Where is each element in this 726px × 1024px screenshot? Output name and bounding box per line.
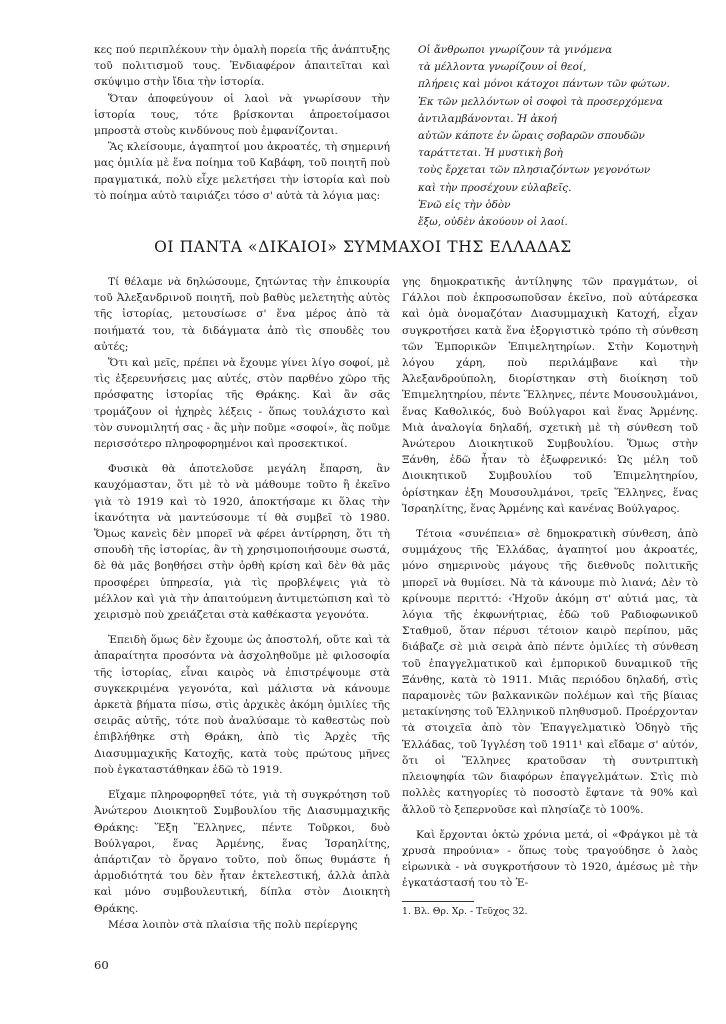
poem-line: ταράττεται. Ἡ μυστικὴ βοὴ	[418, 147, 563, 160]
poem-line: Οἱ ἄνθρωποι γνωρίζουν τὰ γινόμενα	[418, 44, 613, 56]
body-paragraph: Ἐπειδὴ ὅμως δὲν ἔχουμε ὡς ἀποστολή, οὔτε καὶ τὰ ἀπαραίτητα προσόντα νὰ ἀσχοληθοῦμε μὲ φιλοσοφία τῆς ἱστορίας, εἶναι καιρὸς νὰ ἐπιστρέψουμε στὰ συγκεκριμένα γεγονότα, καὶ μάλιστα νὰ κάνουμε ἀρκετὰ βήματα πίσω, στὶς ἀρχικὲς ἀκόμη ὁμιλίες τῆς σειρᾶς αὐτῆς, τότε ποὺ ἀναλύσαμε τὸ καθεστὼς ποὺ ἐπιβλήθηκε στὴ Θράκη, ἀπὸ τὶς Ἀρχὲς τῆς Διασυμμαχικῆς Κατοχῆς, κατὰ τοὺς πρώτους μῆνες ποὺ ἐγκαταστάθηκαν ἐδῶ τὸ 1919.	[94, 634, 390, 776]
poem-line: τὰ μέλλοντα γνωρίζουν οἱ θεοί,	[418, 61, 587, 74]
intro-paragraph-2: Ὅταν ἀποφεύγουν οἱ λαοὶ νὰ γνωρίσουν τὴν ἱστορία τους, τότε βρίσκονται ἀπροετοίμασοι μπροστὰ στοὺς κινδύνους ποὺ ἐμφανίζονται.	[94, 92, 390, 138]
body-paragraph: Φυσικὰ θὰ ἀποτελοῦσε μεγάλη ἔπαρση, ἂν καυχόμασταν, ὅτι μὲ τὸ νὰ μάθουμε τοῦτο ἢ ἐκεῖνο γιὰ τὸ 1919 καὶ τὸ 1920, ἀποκτήσαμε κι ὅλας τὴν ἱκανότητα νὰ μαντεύσουμε τί θὰ συμβεῖ τὸ 1980. Ὅμως κανεὶς δὲν μπορεῖ νὰ φέρει ἀντίρρηση, ὅτι τὴ σπουδὴ τῆς ἱστορίας, ἂν τὴ χρησιμοποιήσουμε σωστά, δὲ θὰ μᾶς βοηθήσει στὴν ὀρθὴ κρίση καὶ δὲν θὰ μᾶς προσφέρει ὑπηρεσία, γιὰ τὶς προβλέψεις γιὰ τὸ μέλλον καὶ γιὰ τὴν ἀπαιτούμενη ἀντιμετώπιση καὶ τὸ χειρισμὸ ποὺ χρειάζεται στὰ καθέκαστα γεγονότα.	[94, 463, 390, 622]
body-paragraph: γης δημοκρατικῆς ἀντίληψης τῶν πραγμάτων, οἱ Γάλλοι ποὺ ἐκπροσωποῦσαν ἐκεῖνο, ποὺ αὐτάρεσκα καὶ ὁμὰ ὀνομαζόταν Διασυμμαχικὴ Κατοχή, εἶχαν συγκροτήσει κατὰ ἕνα ἐξοργιστικὸ τρόπο τὴ σύνθεση τῶν Ἐμπορικῶν Ἐπιμελητηρίων. Στὴν Κομοτηνὴ λόγου χάρη, ποὺ περιλάμβανε καὶ τὴν Ἀλεξανδρούπολη, διορίστηκαν στὴ διοίκηση τοῦ Ἐπιμελητηρίου, πέντε Ἕλληνες, πέντε Μουσουλμάνοι, ἕνας Καθολικός, δυὸ Βούλγαροι καὶ ἕνας Ἀρμένης. Μιὰ ἀναλογία δηλαδή, σχετικὴ μὲ τὴ σύνθεση τοῦ Ἀνώτερου Διοικητικοῦ Συμβουλίου. Ὅμως στὴν Ξάνθη, ἐδῶ ἦταν τὸ ἐξωφρενικό: Ὡς μέλη τοῦ Διοικητικοῦ Συμβουλίου τοῦ Ἐπιμελητηρίου, ὁρίστηκαν ἑξη Μουσουλμάνοι, τρεῖς Ἕλληνες, ἕνας Ἰσραηλίτης, ἕνας Ἀρμένης καὶ κανένας Βούλγαρος.	[402, 276, 698, 515]
body-paragraph: Τέτοια «συνέπεια» σὲ δημοκρατικὴ σύνθεση, ἀπὸ συμμάχους τῆς Ἑλλάδας, ἀγαπητοί μου ἀκροατές, μόνο σημερινοὺς μάγους τῆς διεθνοῦς πολιτικῆς μπορεῖ νὰ θυμίσει. Νὰ τὰ κάνουμε πιὸ λιανά; Δὲν τὸ κρίνουμε περιττό: ‹Ἠχοῦν ἀκόμη στ' αὐτιά μας, τὰ λόγια τῆς ἐκφωνήτριας, ἐδῶ τοῦ Ραδιοφωνικοῦ Σταθμοῦ, ὅταν πέρυσι τέτοιον καιρὸ περίπου, μᾶς διάβαζε σὲ μιὰ σειρὰ ἀπὸ πέντε ὁμιλίες τὴ σύνθεση τοῦ ἐπαγγελματικοῦ καὶ ἐμπορικοῦ δυναμικοῦ τῆς Ξάνθης, κατὰ τὸ 1911. Μιᾶς περιόδου δηλαδή, στὶς παραμονὲς τῶν βαλκανικῶν πολέμων καὶ τῆς βίαιας μετακίνησης τοῦ Ἑλληνικοῦ πληθυσμοῦ. Προέρχονταν τὰ στοιχεῖα ἀπὸ τὸν Ἐπαγγελματικὸ Ὁδηγὸ τῆς Ἑλλάδας, τοῦ Ἰγγλέση τοῦ 1911¹ καὶ εἴδαμε σ' αὐτόν, ὅτι οἱ Ἕλληνες κρατοῦσαν τὴ συντριπτικὴ πλειοψηφία τῶν διαφόρων ἐπαγγελμάτων. Στὶς πιὸ πολλὲς κατηγορίες τὸ ποσοστὸ ἔφτανε τὰ 90% καὶ ἄλλοῦ τὸ ξεπερνοῦσε καὶ πλησίαζε τὸ 100%.	[402, 528, 698, 816]
body-paragraph: Καὶ ἔρχονται ὀκτὼ χρόνια μετά, οἱ «Φράγκοι μὲ τὰ χρυσὰ πηρούνια» - ὅπως τοὺς τραγούδησε ὁ λαὸς εἰρωνικὰ - νὰ συγκροτήσουν τὸ 1920, ἀμέσως μὲ τὴν ἐγκατάστασή του τὸ Ἐ-	[402, 828, 698, 890]
poem-line: Ἐνῶ εἰς τὴν ὁδὸν	[418, 198, 511, 211]
body-paragraph: Τί θέλαμε νὰ δηλώσουμε, ζητώντας τὴν ἐπικουρία τοῦ Ἀλεξανδρινοῦ ποιητῆ, ποὺ βαθὺς μελετητὴς αὐτὸς τῆς ἱστορίας, μετουσίωσε σ' ἕνα μέρος ἀπὸ τὰ ποιήματά του, τὰ διδάγματα ἀπὸ τὶς σπουδὲς του αὐτές;	[94, 276, 390, 353]
poem-line: πλήρεις καὶ μόνοι κάτοχοι πάντων τῶν φώτων.	[418, 78, 670, 91]
page-number: 60	[94, 958, 109, 972]
poem-line: ἔξω, οὐδὲν ἀκούουν οἱ λαοί.	[418, 216, 568, 229]
left-text-column	[94, 274, 390, 933]
section-title: ΟΙ ΠΑΝΤΑ «ΔΙΚΑΙΟΙ» ΣΥΜΜΑΧΟΙ ΤΗΣ ΕΛΛΑΔΑΣ	[154, 238, 572, 256]
right-text-column	[402, 274, 698, 892]
poem-line: καὶ τὴν προσέχουν εὐλαβεῖς.	[418, 181, 572, 194]
intro-text-column	[94, 42, 390, 204]
intro-paragraph-1: κες πού περιπλέκουν τὴν ὁμαλὴ πορεία τῆς ἀνάπτυξης τοῦ πολιτισμοῦ τους. Ἐνδιαφέρον ἀπαιτεῖται καὶ σκύψιμο στὴν ἴδια τὴν ἱστορία.	[94, 44, 390, 89]
poem-line: αὐτῶν κάποτε ἐν ὥραις σοβαρῶν σπουδῶν	[418, 130, 645, 143]
body-paragraph: Μέσα λοιπὸν στὰ πλαίσια τῆς πολὺ περίεργης	[108, 918, 358, 931]
footnote-divider	[402, 901, 474, 902]
intro-paragraph-3: Ἃς κλείσουμε, ἀγαπητοί μου ἀκροατές, τὴ σημερινή μας ὁμιλία μὲ ἕνα ποίημα τοῦ Καβάφη, τοῦ ποιητῆ ποὺ πραγματικά, πολὺ εἶχε μελετήσει τὴν ἱστορία καὶ ποὺ τὸ ποίημα αὐτὸ ταιριάζει τόσο σ' αὐτὰ τὰ λόγια μας:	[94, 141, 390, 202]
cavafy-poem	[418, 42, 698, 231]
poem-line: τοὺς ἔρχεται τῶν πλησιαζόντων γεγονότων	[418, 164, 651, 177]
body-paragraph: Ὅτι καὶ μεῖς, πρέπει νὰ ἔχουμε γίνει λίγο σοφοί, μὲ τὶς ἐξερευνήσεις μας αὐτές, στὸν παρθένο χῶρο τῆς πρόσφατης ἱστορίας τῆς Θράκης. Καὶ ἂν σᾶς τρομάζουν οἱ ἠχηρὲς λέξεις - ὅπως τουλάχιστο καὶ τὸν συνομιλητή σας - ἂς μὴν ποῦμε «σοφοί», ἂς ποῦμε περισσότερο πληροφορημένοι καὶ προσεκτικοί.	[94, 357, 390, 451]
poem-line: Ἐκ τῶν μελλόντων οἱ σοφοὶ τὰ προσερχόμενα	[418, 95, 663, 108]
body-paragraph: Εἴχαμε πληροφορηθεῖ τότε, γιὰ τὴ συγκρότηση τοῦ Ἀνώτερου Διοικητοῦ Συμβουλίου τῆς Διασυμμαχικῆς Θράκης: Ἕξη Ἕλληνες, πέντε Τοῦρκοι, δυὸ Βούλγαροι, ἕνας Ἀρμένης, ἕνας Ἰσραηλίτης, ἀπάρτιζαν τὸ ὄργανο τοῦτο, ποὺ ὅπως θυμάστε ἡ ἁρμοδιότητά του δὲν ἦταν ἐκτελεστική, ἀλλὰ ἁπλὰ καὶ μόνο συμβουλευτική, δίπλα στὸν Διοικητὴ Θράκης.	[94, 789, 390, 915]
poem-line: ἀντιλαμβάνονται. Ἡ ἀκοή	[418, 112, 557, 125]
footnote: 1. Βλ. Θρ. Χρ. - Τεῦχος 32.	[402, 906, 528, 917]
